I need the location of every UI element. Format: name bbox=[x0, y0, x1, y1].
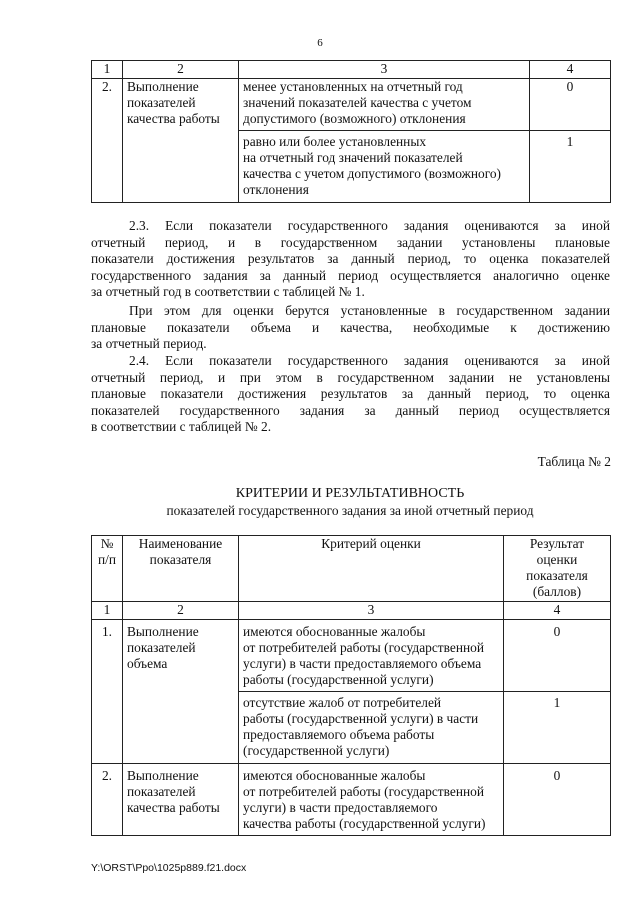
criterion-text: отсутствие жалоб от потребителей работы (государственной услуги) в части предоставляемого объема работы (государственной услуги) bbox=[239, 692, 504, 764]
score: 0 bbox=[504, 764, 611, 836]
header-result: Результат оценки показателя (баллов) bbox=[504, 536, 611, 602]
column-index: 3 bbox=[239, 61, 530, 79]
table-row bbox=[92, 764, 611, 836]
score: 0 bbox=[504, 620, 611, 692]
score: 1 bbox=[530, 131, 611, 203]
indicator-name: Выполнение показателей качества работы bbox=[123, 79, 239, 203]
column-index: 2 bbox=[123, 602, 239, 620]
column-index: 4 bbox=[530, 61, 611, 79]
criteria-table-continued bbox=[91, 60, 611, 203]
column-index: 4 bbox=[504, 602, 611, 620]
file-path-footer: Y:\ORST\Ppo\1025p889.f21.docx bbox=[91, 862, 247, 874]
criteria-table-2 bbox=[91, 535, 611, 836]
row-number: 2. bbox=[92, 764, 123, 836]
criterion-text: имеются обоснованные жалобы от потребителей работы (государственной услуги) в части предоставляемого объема работы (государственной услуги) bbox=[239, 620, 504, 692]
column-index: 1 bbox=[92, 602, 123, 620]
page-number: 6 bbox=[317, 37, 323, 49]
table-label: Таблица № 2 bbox=[537, 454, 611, 469]
paragraph-note: При этом для оценки берутся установленные в государственном задании плановые показатели объема и качества, необходимые к достижению за отчетный период. bbox=[91, 303, 610, 352]
indicator-name: Выполнение показателей качества работы bbox=[123, 764, 239, 836]
score: 0 bbox=[530, 79, 611, 131]
criterion-text: равно или более установленных на отчетный год значений показателей качества с учетом допустимого (возможного) отклонения bbox=[239, 131, 530, 203]
row-number: 1. bbox=[92, 620, 123, 764]
header-number: № п/п bbox=[92, 536, 123, 602]
table-header-row bbox=[92, 536, 611, 602]
score: 1 bbox=[504, 692, 611, 764]
table-row bbox=[92, 79, 611, 131]
criterion-text: имеются обоснованные жалобы от потребителей работы (государственной услуги) в части предоставляемого качества работы (государственной услуги) bbox=[239, 764, 504, 836]
column-index: 3 bbox=[239, 602, 504, 620]
paragraph-2-4: 2.4. Если показатели государственного задания оцениваются за иной отчетный период, и при этом в государственном задании не установлены плановые показатели достижения результатов за данный период, то оценка показателей государственного задания за данный период осуществляется в соответствии с таблицей № 2. bbox=[91, 353, 610, 435]
table-title: КРИТЕРИИ И РЕЗУЛЬТАТИВНОСТЬ bbox=[235, 486, 465, 501]
table-header-row bbox=[92, 61, 611, 79]
table-row bbox=[92, 620, 611, 692]
table-index-row bbox=[92, 602, 611, 620]
header-indicator-name: Наименование показателя bbox=[123, 536, 239, 602]
indicator-name: Выполнение показателей объема bbox=[123, 620, 239, 764]
column-index: 1 bbox=[92, 61, 123, 79]
row-number: 2. bbox=[92, 79, 123, 203]
criterion-text: менее установленных на отчетный год значений показателей качества с учетом допустимого (возможного) отклонения bbox=[239, 79, 530, 131]
paragraph-2-3: 2.3. Если показатели государственного задания оцениваются за иной отчетный период, и в государственном задании установлены плановые показатели достижения результатов за данный период, то оценка показателей государственного задания за данный период осуществляется аналогично оценке за отчетный год в соответствии с таблицей № 1. bbox=[91, 218, 610, 300]
column-index: 2 bbox=[123, 61, 239, 79]
table-subtitle: показателей государственного задания за иной отчетный период bbox=[166, 503, 534, 518]
header-criterion: Критерий оценки bbox=[239, 536, 504, 602]
